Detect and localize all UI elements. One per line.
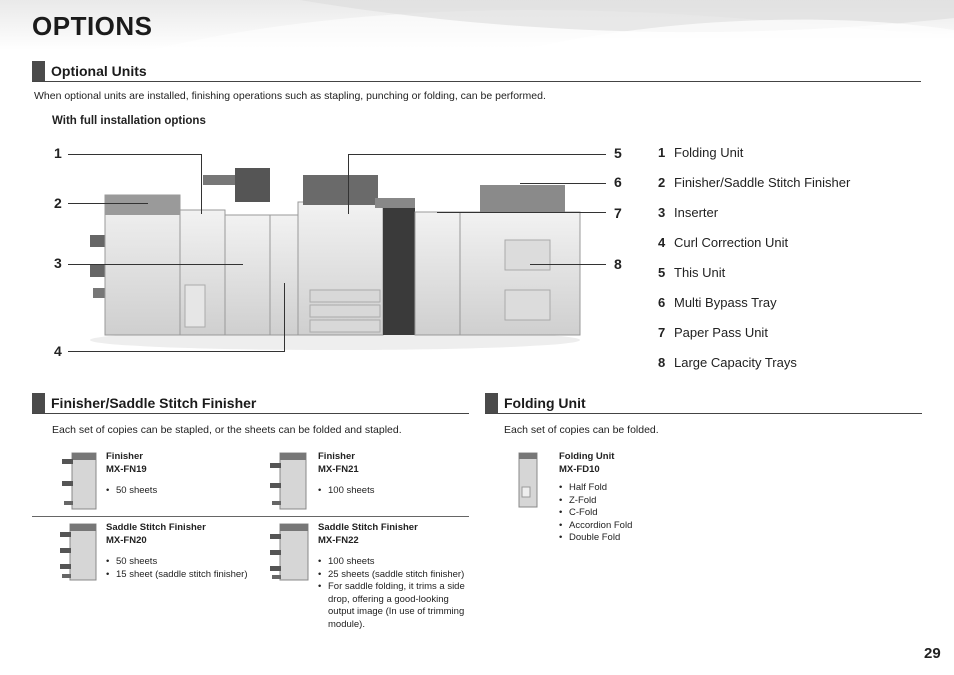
leader-line-7 [437, 212, 606, 213]
product-mx-fn19 [106, 451, 157, 498]
feature-item: • Z-Fold [559, 495, 632, 508]
legend-item: 5 This Unit [658, 265, 726, 280]
feature-item: • Half Fold [559, 482, 632, 495]
heading-text: Optional Units [51, 63, 147, 79]
callout-8: 8 [614, 256, 622, 272]
leader-line-5 [348, 154, 606, 155]
feature-item: • 100 sheets [318, 485, 374, 498]
finisher-mx-fn21-image [268, 449, 308, 511]
heading-text: Finisher/Saddle Stitch Finisher [51, 395, 257, 411]
product-model: MX-FN19 [106, 463, 147, 475]
product-name: Saddle Stitch Finisher [318, 522, 418, 533]
product-name: Folding Unit [559, 451, 615, 462]
product-mx-fd10 [559, 451, 632, 545]
feature-item: • C-Fold [559, 507, 632, 520]
callout-3: 3 [54, 255, 62, 271]
callout-6: 6 [614, 174, 622, 190]
feature-item: • 100 sheets [318, 556, 470, 569]
callout-1: 1 [54, 145, 62, 161]
feature-item: • Double Fold [559, 532, 632, 545]
saddle-stitch-finisher-mx-fn20-image [58, 520, 98, 582]
section-heading-finisher [32, 393, 469, 414]
leader-line-5-drop [348, 154, 349, 214]
product-model: MX-FN22 [318, 534, 359, 546]
leader-line-3 [68, 264, 243, 265]
optional-units-intro: When optional units are installed, finishing operations such as stapling, punching or folding, can be performed. [34, 90, 546, 102]
callout-7: 7 [614, 205, 622, 221]
leader-line-2 [68, 203, 148, 204]
feature-item: • For saddle folding, it trims a side drop, offering a good-looking output image (In use of trimming module). [318, 581, 470, 631]
full-installation-subheading: With full installation options [52, 115, 206, 127]
callout-4: 4 [54, 343, 62, 359]
product-mx-fn20 [106, 522, 247, 581]
callout-legend [658, 145, 850, 385]
legend-item: 8 Large Capacity Trays [658, 355, 797, 370]
product-mx-fn22 [318, 522, 470, 631]
legend-item: 6 Multi Bypass Tray [658, 295, 777, 310]
leader-line-4 [68, 351, 285, 352]
product-divider [32, 516, 469, 517]
heading-marker [32, 61, 45, 81]
finisher-intro: Each set of copies can be stapled, or the sheets can be folded and stapled. [52, 424, 402, 436]
product-mx-fn21 [318, 451, 374, 498]
page-title: OPTIONS [32, 11, 153, 41]
header-banner [0, 0, 954, 50]
callout-2: 2 [54, 195, 62, 211]
section-heading-optional-units [32, 61, 921, 82]
legend-item: 2 Finisher/Saddle Stitch Finisher [658, 175, 851, 190]
legend-item: 3 Inserter [658, 205, 719, 220]
section-heading-folding-unit [485, 393, 922, 414]
saddle-stitch-finisher-mx-fn22-image [268, 520, 310, 582]
product-model: MX-FN20 [106, 534, 147, 546]
heading-marker [485, 393, 498, 413]
folding-unit-mx-fd10-image [515, 449, 541, 509]
leader-line-8 [530, 264, 606, 265]
legend-item: 1 Folding Unit [658, 145, 744, 160]
feature-item: • Accordion Fold [559, 520, 632, 533]
product-model: MX-FN21 [318, 463, 359, 475]
feature-item: • 25 sheets (saddle stitch finisher) [318, 569, 470, 582]
leader-line-4-rise [284, 283, 285, 352]
leader-line-1-drop [201, 154, 202, 214]
heading-marker [32, 393, 45, 413]
product-name: Finisher [318, 451, 355, 462]
legend-item: 7 Paper Pass Unit [658, 325, 768, 340]
leader-line-6 [520, 183, 606, 184]
feature-item: • 50 sheets [106, 556, 247, 569]
product-name: Finisher [106, 451, 143, 462]
product-name: Saddle Stitch Finisher [106, 522, 206, 533]
finisher-mx-fn19-image [60, 449, 98, 511]
feature-item: • 50 sheets [106, 485, 157, 498]
page-number: 29 [924, 645, 941, 662]
feature-item: • 15 sheet (saddle stitch finisher) [106, 569, 247, 582]
legend-item: 4 Curl Correction Unit [658, 235, 789, 250]
folding-intro: Each set of copies can be folded. [504, 424, 659, 436]
callout-5: 5 [614, 145, 622, 161]
heading-text: Folding Unit [504, 395, 586, 411]
product-model: MX-FD10 [559, 463, 600, 475]
full-installation-machine-image [85, 140, 585, 352]
leader-line-1 [68, 154, 202, 155]
